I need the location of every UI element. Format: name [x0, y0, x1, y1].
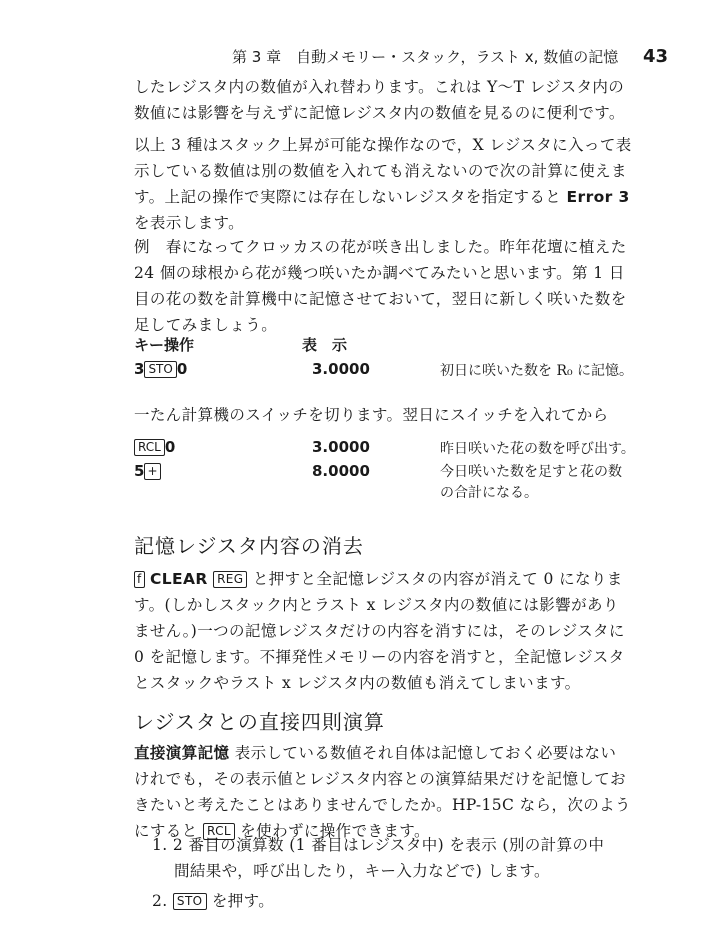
clear-label: CLEAR: [149, 570, 208, 588]
text-line: す。(しかしスタック内とラスト x レジスタ内の数値には影響があり: [134, 596, 619, 614]
display-value: 3.0000: [312, 438, 370, 456]
text-line: 24 個の球根から花が幾つ咲いたか調べてみたいと思います。第 1 日: [134, 264, 625, 282]
text-line: けれでも，その表示値とレジスタ内容との演算結果だけを記憶してお: [134, 770, 627, 788]
text-line: 目の花の数を計算機中に記憶させておいて，翌日に新しく咲いた数を: [134, 290, 627, 308]
lead-term: 直接演算記憶: [134, 744, 230, 762]
sto-key: STO: [173, 893, 207, 910]
list-number: 2.: [152, 892, 168, 910]
keystroke-digit: 3: [134, 360, 145, 378]
paragraph-example: [134, 234, 674, 338]
paragraph-between: 一たん計算機のスイッチを切ります。翌日にスイッチを入れてから: [134, 406, 609, 424]
text-line: 足してみましょう。: [134, 316, 278, 334]
text-line: とスタックやラスト x レジスタ内の数値も消えてしまいます。: [134, 674, 581, 692]
text-line: 0 を記憶します。不揮発性メモリーの内容を消すと，全記憶レジスタ: [134, 648, 625, 666]
rcl-key: RCL: [203, 823, 235, 840]
f-key: f: [134, 571, 145, 588]
column-header-keys: キー操作: [134, 336, 195, 354]
text-line: と押すと全記憶レジスタの内容が消えて 0 になりま: [252, 570, 623, 588]
paragraph-stack-lift: [134, 132, 674, 236]
text-line: ません。)一つの記憶レジスタだけの内容を消すには，そのレジスタに: [134, 622, 625, 640]
text-line: を押す。: [211, 892, 275, 910]
text-line: 示している数値は別の数値を入れても消えないので次の計算に使えま: [134, 162, 627, 180]
chapter-title: 第 3 章 自動メモリー・スタック，ラスト x, 数値の記憶: [232, 48, 619, 66]
text-line: 例 春になってクロッカスの花が咲き出しました。昨年花壇に植えた: [134, 238, 627, 256]
list-item: [152, 832, 672, 884]
section-heading: 記憶レジスタ内容の消去: [134, 534, 364, 558]
list-item: [152, 888, 672, 914]
text-line: を使わずに操作できます。: [240, 822, 430, 840]
row-note: [440, 462, 622, 504]
error-message: Error 3: [566, 188, 630, 206]
text-line: したレジスタ内の数値が入れ替わります。これは Y～T レジスタ内の: [134, 78, 625, 96]
section-heading: レジスタとの直接四則演算: [134, 710, 385, 734]
text-line: す。上記の操作で実際には存在しないレジスタを指定すると: [134, 188, 562, 206]
keystroke-digit: 0: [176, 360, 188, 378]
row-note: 昨日咲いた花の数を呼び出す。: [440, 441, 635, 457]
text-line: 数値には影響を与えずに記憶レジスタ内の数値を見るのに便利です。: [134, 104, 625, 122]
rcl-key: RCL: [134, 439, 165, 456]
page-number: 43: [642, 46, 668, 67]
text-line: きたいと考えたことはありませんでしたか。HP-15C なら，次のよう: [134, 796, 631, 814]
keystroke-row-2: [134, 438, 175, 456]
keystroke-row-1: [134, 360, 187, 378]
paragraph-clear-registers: [134, 566, 674, 696]
text-line: 1. 2 番目の演算数 (1 番目はレジスタ中) を表示 (別の計算の中: [152, 836, 605, 854]
display-value: 8.0000: [312, 462, 370, 480]
text-line: 表示している数値それ自体は記憶しておく必要はない: [234, 744, 617, 762]
sto-key: STO: [144, 361, 176, 378]
plus-key: +: [144, 463, 160, 480]
text-line: 以上 3 種はスタック上昇が可能な操作なので，X レジスタに入って表: [134, 136, 632, 154]
reg-key: REG: [213, 571, 247, 588]
keystroke-row-3: [134, 462, 161, 480]
paragraph-direct-arithmetic: [134, 740, 674, 844]
display-value: 3.0000: [312, 360, 370, 378]
text-line: を表示します。: [134, 214, 245, 232]
row-note: 初日に咲いた数を R₀ に記憶。: [440, 363, 634, 379]
text-line: にすると: [134, 822, 198, 840]
paragraph-intro: [134, 74, 674, 126]
text-line: 今日咲いた数を足すと花の数: [440, 464, 622, 480]
running-header: [232, 46, 668, 67]
text-line: の合計になる。: [440, 485, 538, 501]
column-header-display: 表 示: [302, 336, 348, 354]
keystroke-digit: 5: [134, 462, 145, 480]
keystroke-digit: 0: [164, 438, 176, 456]
text-line: 間結果や，呼び出したり，キー入力などで) します。: [174, 862, 550, 880]
